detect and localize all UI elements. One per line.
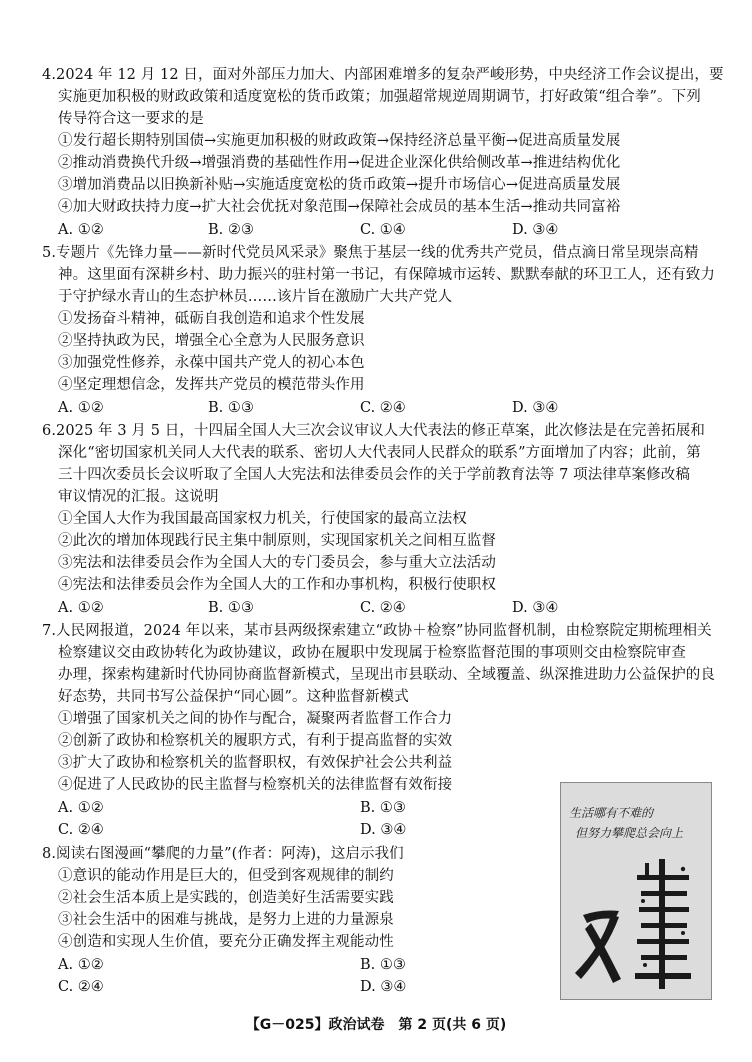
q8-item-1: ①意识的能动作用是巨大的，但受到客观规律的制约 <box>58 868 394 884</box>
q8-item-3: ③社会生活中的困难与挑战，是努力上进的力量源泉 <box>58 912 394 928</box>
q4-option-d[interactable]: D. ③④ <box>512 222 559 238</box>
comic-caption-2: 但努力攀爬总会向上 <box>575 826 684 840</box>
q5-item-2: ②坚持执政为民，增强全心全意为人民服务意识 <box>58 333 365 349</box>
q6-item-3: ③宪法和法律委员会作为全国人大的专门委员会，参与重大立法活动 <box>58 555 496 571</box>
q6-line-2: 深化“密切国家机关同人大代表的联系、密切人大代表同人民群众的联系”方面增加了内容；此前，第 <box>58 445 701 461</box>
q7-option-c[interactable]: C. ②④ <box>58 822 104 838</box>
q6-item-2: ②此次的增加体现践行民主集中制原则，实现国家机关之间相互监督 <box>58 533 496 549</box>
q7-item-1: ①增强了国家机关之间的协作与配合，凝聚两者监督工作合力 <box>58 711 453 727</box>
q6-item-4: ④宪法和法律委员会作为全国人大的工作和办事机构，积极行使职权 <box>58 577 496 593</box>
q5-line-3: 于守护绿水青山的生态护林员……该片旨在激励广大共产党人 <box>58 289 453 305</box>
q6-line-3: 三十四次委员长会议听取了全国人大宪法和法律委员会作的关于学前教育法等 7 项法律草案修改稿 <box>58 467 690 483</box>
q7-item-4: ④促进了人民政协的民主监督与检察机关的法律监督有效衔接 <box>58 777 453 793</box>
q6-option-c[interactable]: C. ②④ <box>360 600 406 616</box>
q4-line-3: 传导符合这一要求的是 <box>58 111 204 127</box>
q5-option-b[interactable]: B. ①③ <box>208 400 254 416</box>
q5-line-1: 5.专题片《先锋力量——新时代党员风采录》聚焦于基层一线的优秀共产党员，借点滴日常呈现崇高精 <box>42 245 699 261</box>
q7-line-4: 好态势，共同书写公益保护“同心圆”。这种监督新模式 <box>58 689 409 705</box>
q8-option-a[interactable]: A. ①② <box>58 957 104 973</box>
q8-option-d[interactable]: D. ③④ <box>360 979 407 995</box>
q7-item-2: ②创新了政协和检察机关的履职方式，有利于提高监督的实效 <box>58 733 453 749</box>
q5-option-a[interactable]: A. ①② <box>58 400 104 416</box>
q4-item-4: ④加大财政扶持力度→扩大社会优抚对象范围→保障社会成员的基本生活→推动共同富裕 <box>58 199 621 215</box>
q5-line-2: 神。这里面有深耕乡村、助力振兴的驻村第一书记，有保障城市运转、默默奉献的环卫工人，还有致力 <box>58 267 715 283</box>
q4-option-b[interactable]: B. ②③ <box>208 222 254 238</box>
q4-line-1: 4.2024 年 12 月 12 日，面对外部压力加大、内部困难增多的复杂严峻形势，中央经济工作会议提出，要 <box>42 67 724 83</box>
q7-option-a[interactable]: A. ①② <box>58 800 104 816</box>
q6-line-1: 6.2025 年 3 月 5 日，十四届全国人大三次会议审议人大代表法的修正草案，此次修法是在完善拓展和 <box>42 423 705 439</box>
q7-line-3: 办理，探索构建新时代协同协商监督新模式，呈现出市县联动、全域覆盖、纵深推进助力公益保护的良 <box>58 667 715 683</box>
comic-illustration <box>561 783 711 999</box>
q5-item-1: ①发扬奋斗精神，砥砺自我创造和追求个性发展 <box>58 311 365 327</box>
q5-option-c[interactable]: C. ②④ <box>360 400 406 416</box>
q6-line-4: 审议情况的汇报。这说明 <box>58 489 219 505</box>
page-footer: 【G－025】政治试卷 第 2 页(共 6 页) <box>245 1017 507 1033</box>
q5-item-4: ④坚定理想信念，发挥共产党员的模范带头作用 <box>58 377 365 393</box>
comic-caption-1: 生活哪有不难的 <box>569 806 654 820</box>
q8-line-1: 8.阅读右图漫画“攀爬的力量”(作者：阿涛)，这启示我们 <box>42 846 404 862</box>
q7-item-3: ③扩大了政协和检察机关的监督职权，有效保护社会公共利益 <box>58 755 453 771</box>
q4-line-2: 实施更加积极的财政政策和适度宽松的货币政策；加强超常规逆周期调节，打好政策“组合拳”。下列 <box>58 89 701 105</box>
q8-item-2: ②社会生活本质上是实践的，创造美好生活需要实践 <box>58 890 394 906</box>
comic-climbing-power <box>560 782 712 1000</box>
q4-option-a[interactable]: A. ①② <box>58 222 104 238</box>
q7-option-b[interactable]: B. ①③ <box>360 800 406 816</box>
q7-option-d[interactable]: D. ③④ <box>360 822 407 838</box>
q8-option-b[interactable]: B. ①③ <box>360 957 406 973</box>
q6-option-d[interactable]: D. ③④ <box>512 600 559 616</box>
q7-line-1: 7.人民网报道，2024 年以来，某市县两级探索建立“政协＋检察”协同监督机制，由检察院定期梳理相关 <box>42 623 712 639</box>
q6-option-b[interactable]: B. ①③ <box>208 600 254 616</box>
q7-line-2: 检察建议交由政协转化为政协建议，政协在履职中发现属于检察监督范围的事项则交由检察院审查 <box>58 645 686 661</box>
q5-item-3: ③加强党性修养，永葆中国共产党人的初心本色 <box>58 355 365 371</box>
q4-item-3: ③增加消费品以旧换新补贴→实施适度宽松的货币政策→提升市场信心→促进高质量发展 <box>58 177 621 193</box>
q6-option-a[interactable]: A. ①② <box>58 600 104 616</box>
q4-item-2: ②推动消费换代升级→增强消费的基础性作用→促进企业深化供给侧改革→推进结构优化 <box>58 155 621 171</box>
q8-item-4: ④创造和实现人生价值，要充分正确发挥主观能动性 <box>58 934 394 950</box>
q4-item-1: ①发行超长期特别国债→实施更加积极的财政政策→保持经济总量平衡→促进高质量发展 <box>58 133 621 149</box>
q6-item-1: ①全国人大作为我国最高国家权力机关，行使国家的最高立法权 <box>58 511 467 527</box>
q5-option-d[interactable]: D. ③④ <box>512 400 559 416</box>
q4-option-c[interactable]: C. ①④ <box>360 222 406 238</box>
q8-option-c[interactable]: C. ②④ <box>58 979 104 995</box>
